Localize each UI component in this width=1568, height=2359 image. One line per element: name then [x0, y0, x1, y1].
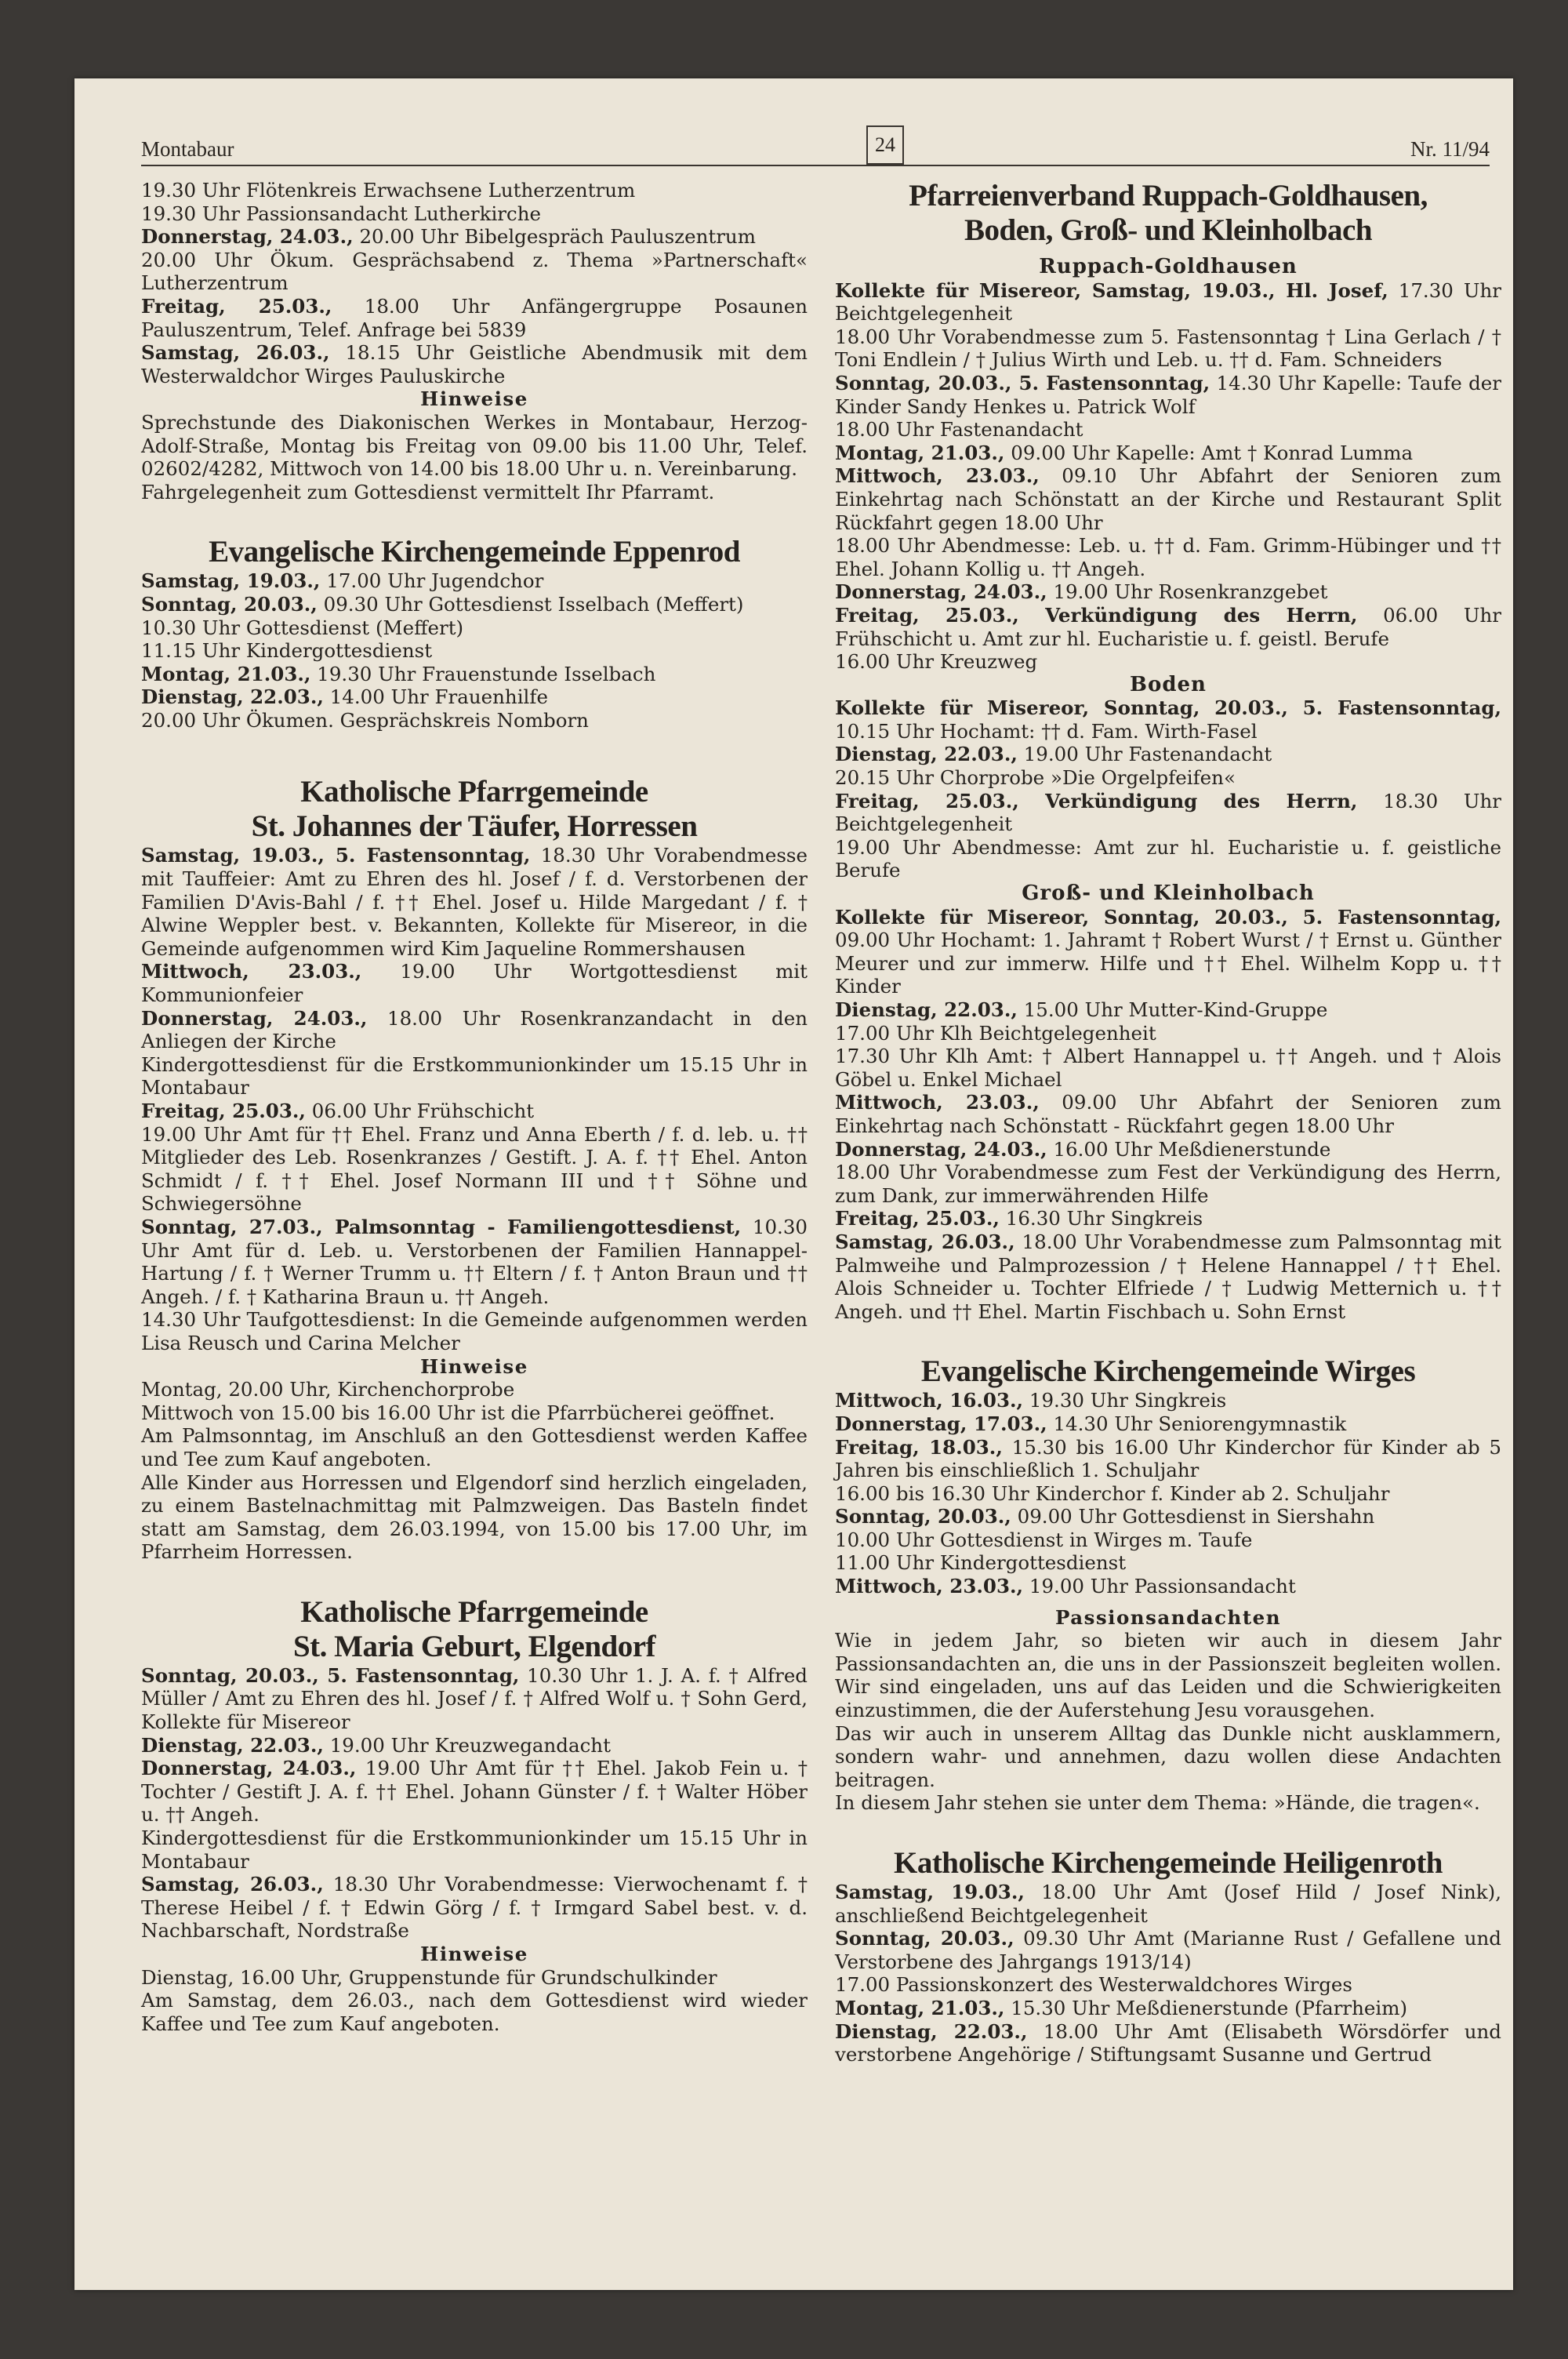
- schedule-entry: Freitag, 25.03., 06.00 Uhr Frühschicht: [141, 1100, 535, 1122]
- schedule-entry: Mittwoch, 23.03., 19.00 Uhr Passionsandacht: [835, 1575, 1296, 1598]
- schedule-entry: 19.30 Uhr Flötenkreis Erwachsene Lutherzentrum: [141, 179, 636, 202]
- schedule-entry: 18.00 Uhr Vorabendmesse zum 5. Fastensonntag † Lina Gerlach / † Toni Endlein / † Julius Wirth und Leb. u. †† d. Fam. Schneiders: [835, 325, 1501, 372]
- schedule-entry: Samstag, 19.03., 17.00 Uhr Jugendchor: [141, 569, 544, 593]
- schedule-entry: Kollekte für Misereor, Sonntag, 20.03., 5. Fastensonntag, 10.15 Uhr Hochamt: †† d. Fam. Wirth-Fasel: [835, 696, 1501, 743]
- section-title: St. Maria Geburt, Elgendorf: [292, 1629, 656, 1663]
- schedule-entry: Freitag, 25.03., 16.30 Uhr Singkreis: [835, 1207, 1203, 1230]
- section-title: Katholische Pfarrgemeinde: [300, 775, 648, 809]
- schedule-entry: Donnerstag, 24.03., 19.00 Uhr Amt für †† Ehel. Jakob Fein u. † Tochter / Gestift J. A. f. †† Ehel. Johann Günster / f. † Walter Höber u. †† Angeh.: [141, 1757, 808, 1826]
- subsection-title: Boden: [1130, 672, 1207, 696]
- note-entry: Dienstag, 16.00 Uhr, Gruppenstunde für Grundschulkinder: [141, 1965, 717, 1989]
- subsection-title: Ruppach-Goldhausen: [1039, 255, 1298, 278]
- schedule-entry: 10.00 Uhr Gottesdienst in Wirges m. Taufe: [835, 1528, 1253, 1551]
- spacer: [835, 1323, 1501, 1354]
- schedule-entry: 16.00 bis 16.30 Uhr Kinderchor f. Kinder ab 2. Schuljahr: [835, 1481, 1390, 1505]
- section-title: St. Johannes der Täufer, Horressen: [251, 809, 698, 844]
- issue-number: Nr. 11/94: [1410, 137, 1490, 161]
- schedule-entry: 20.00 Uhr Ökumen. Gesprächskreis Nomborn: [141, 708, 589, 732]
- schedule-entry: 17.00 Uhr Klh Beichtgelegenheit: [835, 1021, 1156, 1045]
- schedule-entry: 18.00 Uhr Fastenandacht: [835, 418, 1083, 442]
- schedule-entry: Dienstag, 22.03., 15.00 Uhr Mutter-Kind-Gruppe: [835, 998, 1328, 1021]
- schedule-entry: 20.00 Uhr Ökum. Gesprächsabend z. Thema »Partnerschaft« Lutherzentrum: [141, 248, 808, 295]
- schedule-entry: Freitag, 25.03., Verkündigung des Herrn, 18.30 Uhr Beichtgelegenheit: [835, 789, 1501, 836]
- schedule-entry: Mittwoch, 23.03., 09.10 Uhr Abfahrt der Senioren zum Einkehrtag nach Schönstatt an der Kirche und Restaurant Split Rückfahrt gegen 18.00 Uhr: [835, 464, 1502, 534]
- section-title: Boden, Groß- und Kleinholbach: [964, 213, 1373, 247]
- section-title: Katholische Pfarrgemeinde: [300, 1594, 648, 1629]
- schedule-entry: Dienstag, 22.03., 14.00 Uhr Frauenhilfe: [141, 685, 548, 709]
- schedule-entry: Samstag, 19.03., 18.00 Uhr Amt (Josef Hild / Josef Nink), anschließend Beichtgelegenheit: [835, 1881, 1501, 1927]
- schedule-entry: Samstag, 26.03., 18.30 Uhr Vorabendmesse: Vierwochenamt f. † Therese Heibel / f. † Edwin Görg / f. † Irmgard Sabel best. v. d. Nachbarschaft, Nordstraße: [141, 1873, 808, 1943]
- spacer: [835, 1815, 1501, 1846]
- schedule-entry: 17.30 Uhr Klh Amt: † Albert Hannappel u. †† Angeh. und † Alois Göbel u. Enkel Michael: [835, 1045, 1501, 1091]
- spacer: [835, 1598, 1501, 1606]
- schedule-entry: Freitag, 25.03., 18.00 Uhr Anfängergruppe Posaunen Pauluszentrum, Telef. Anfrage bei 5839: [141, 294, 808, 341]
- note-entry: Am Palmsonntag, im Anschluß an den Gottesdienst werden Kaffee und Tee zum Kauf angeboten.: [141, 1424, 808, 1470]
- schedule-entry: Freitag, 25.03., Verkündigung des Herrn, 06.00 Uhr Frühschicht u. Amt zur hl. Eucharistie u. f. geistl. Berufe: [835, 603, 1501, 650]
- schedule-entry: Freitag, 18.03., 15.30 bis 16.00 Uhr Kinderchor für Kinder ab 5 Jahren bis einschließlich 1. Schuljahr: [835, 1435, 1501, 1482]
- schedule-entry: 10.30 Uhr Gottesdienst (Meffert): [141, 616, 464, 639]
- schedule-entry: Samstag, 26.03., 18.00 Uhr Vorabendmesse zum Palmsonntag mit Palmweihe und Palmprozession / † Helene Hannappel / †† Ehel. Alois Schneider u. Tochter Elfriede / † Ludwig Metternich u. †† Angeh. und †† Ehel. Martin Fischbach u. Sohn Ernst: [835, 1230, 1501, 1323]
- schedule-entry: 14.30 Uhr Taufgottesdienst: In die Gemeinde aufgenommen werden Lisa Reusch und Carina Melcher: [141, 1308, 808, 1354]
- schedule-entry: Montag, 21.03., 19.30 Uhr Frauenstunde Isselbach: [141, 662, 656, 685]
- hinweise-heading: Hinweise: [420, 387, 528, 411]
- schedule-entry: Montag, 21.03., 09.00 Uhr Kapelle: Amt † Konrad Lumma: [835, 441, 1414, 464]
- schedule-entry: 11.15 Uhr Kindergottesdienst: [141, 639, 433, 663]
- schedule-entry: 18.00 Uhr Vorabendmesse zum Fest der Verkündigung des Herrn, zum Dank, zur immerwährenden Hilfe: [835, 1161, 1501, 1207]
- spacer: [141, 503, 808, 535]
- schedule-entry: 19.00 Uhr Abendmesse: Amt zur hl. Eucharistie u. f. geistliche Berufe: [835, 835, 1501, 882]
- schedule-entry: Donnerstag, 24.03., 20.00 Uhr Bibelgespräch Pauluszentrum: [141, 225, 756, 249]
- note-entry: In diesem Jahr stehen sie unter dem Thema: »Hände, die tragen«.: [835, 1791, 1480, 1815]
- note-entry: Montag, 20.00 Uhr, Kirchenchorprobe: [141, 1378, 515, 1401]
- schedule-entry: Sonntag, 20.03., 5. Fastensonntag, 14.30 Uhr Kapelle: Taufe der Kinder Sandy Henkes u. Patrick Wolf: [835, 371, 1501, 418]
- schedule-entry: Donnerstag, 24.03., 16.00 Uhr Meßdienerstunde: [835, 1137, 1331, 1161]
- schedule-entry: Kollekte für Misereor, Sonntag, 20.03., 5. Fastensonntag, 09.00 Uhr Hochamt: 1. Jahramt † Robert Wurst / † Ernst u. Günther Meurer und zur immerw. Hilfe und †† Ehel. Wilhelm Kopp u. †† Kinder: [835, 905, 1501, 998]
- schedule-entry: Mittwoch, 23.03., 19.00 Uhr Wortgottesdienst mit Kommunionfeier: [141, 960, 808, 1007]
- spacer: [141, 1564, 808, 1595]
- section-title: Katholische Kirchengemeinde Heiligenroth: [893, 1846, 1443, 1880]
- schedule-entry: 19.30 Uhr Passionsandacht Lutherkirche: [141, 202, 542, 225]
- schedule-entry: Dienstag, 22.03., 19.00 Uhr Kreuzwegandacht: [141, 1733, 611, 1757]
- page-number: 24: [866, 125, 904, 165]
- subsection-title: Groß- und Kleinholbach: [1022, 881, 1315, 906]
- header-town: Montabaur: [141, 137, 234, 161]
- note-entry: Sprechstunde des Diakonischen Werkes in Montabaur, Herzog-Adolf-Straße, Montag bis Freitag von 09.00 bis 11.00 Uhr, Telef. 02602/4282, Mittwoch von 14.00 bis 18.00 Uhr u. n. Vereinbarung.: [141, 410, 808, 481]
- schedule-entry: Dienstag, 22.03., 18.00 Uhr Amt (Elisabeth Wörsdörfer und verstorbene Angehörige / Stiftungsamt Susanne und Gertrud: [835, 2019, 1501, 2066]
- page-header: [141, 125, 1490, 166]
- schedule-entry: Samstag, 26.03., 18.15 Uhr Geistliche Abendmusik mit dem Westerwaldchor Wirges Pauluskirche: [141, 341, 808, 387]
- schedule-entry: 19.00 Uhr Amt für †† Ehel. Franz und Anna Eberth / f. d. leb. u. †† Mitglieder des Leb. Rosenkranzes / Gestift. J. A. f. †† Ehel. Anton Schmidt / f. †† Ehel. Josef Normann III und †† Söhne und Schwiegersöhne: [141, 1122, 808, 1216]
- schedule-entry: 11.00 Uhr Kindergottesdienst: [835, 1551, 1127, 1575]
- newspaper-page: [74, 78, 1513, 2290]
- schedule-entry: Sonntag, 20.03., 09.30 Uhr Amt (Marianne Rust / Gefallene und Verstorbene des Jahrgangs 1913/14): [835, 1927, 1501, 1973]
- note-entry: Mittwoch von 15.00 bis 16.00 Uhr ist die Pfarrbücherei geöffnet.: [141, 1401, 775, 1424]
- schedule-entry: Mittwoch, 16.03., 19.30 Uhr Singkreis: [835, 1389, 1227, 1412]
- schedule-entry: Samstag, 19.03., 5. Fastensonntag, 18.30 Uhr Vorabendmesse mit Tauffeier: Amt zu Ehren des hl. Josef / f. d. Verstorbenen der Familien D'Avis-Bahl / f. †† Ehel. Josef u. Hilde Margedant / f. † Alwine Weppler best. v. Bekannten, Kollekte für Misereor, in die Gemeinde aufgenommen wird Kim Jaqueline Rommershausen: [141, 844, 808, 960]
- schedule-entry: Dienstag, 22.03., 19.00 Uhr Fastenandacht: [835, 743, 1272, 766]
- subsection-title: Passionsandachten: [1054, 1605, 1282, 1629]
- schedule-entry: Donnerstag, 24.03., 19.00 Uhr Rosenkranzgebet: [835, 580, 1328, 604]
- schedule-entry: 20.15 Uhr Chorprobe »Die Orgelpfeifen«: [835, 766, 1236, 790]
- schedule-entry: Kindergottesdienst für die Erstkommunionkinder um 15.15 Uhr in Montabaur: [141, 1052, 808, 1100]
- schedule-entry: Sonntag, 20.03., 09.30 Uhr Gottesdienst Isselbach (Meffert): [141, 592, 744, 616]
- note-entry: Das wir auch in unserem Alltag das Dunkle nicht ausklammern, sondern wahr- und annehmen, dazu wollen diese Andachten beitragen.: [835, 1721, 1501, 1791]
- note-entry: Alle Kinder aus Horressen und Elgendorf sind herzlich eingeladen, zu einem Bastelnachmittag mit Palmzweigen. Das Basteln findet statt am Samstag, dem 26.03.1994, von 15.00 bis 17.00 Uhr, im Pfarrheim Horressen.: [141, 1470, 808, 1564]
- hinweise-heading: Hinweise: [420, 1354, 528, 1378]
- section-title: Evangelische Kirchengemeinde Wirges: [920, 1354, 1416, 1389]
- note-entry: Fahrgelegenheit zum Gottesdienst vermittelt Ihr Pfarramt.: [141, 480, 715, 503]
- schedule-entry: Montag, 21.03., 15.30 Uhr Meßdienerstunde (Pfarrheim): [835, 1996, 1408, 2019]
- schedule-entry: Donnerstag, 24.03., 18.00 Uhr Rosenkranzandacht in den Anliegen der Kirche: [141, 1006, 808, 1053]
- spacer: [141, 732, 808, 775]
- section-title: Evangelische Kirchengemeinde Eppenrod: [209, 535, 740, 569]
- note-entry: Wie in jedem Jahr, so bieten wir auch in diesem Jahr Passionsandachten an, die uns in der Passionszeit begleiten wollen. Wir sind eingeladen, uns auf das Leiden und die Schwierigkeiten einzustimmen, die der Auferstehung Jesu vorausgehen.: [835, 1629, 1501, 1722]
- schedule-entry: Mittwoch, 23.03., 09.00 Uhr Abfahrt der Senioren zum Einkehrtag nach Schönstatt - Rückfahrt gegen 18.00 Uhr: [835, 1091, 1502, 1137]
- schedule-entry: 18.00 Uhr Abendmesse: Leb. u. †† d. Fam. Grimm-Hübinger und †† Ehel. Johann Kollig u. †† Angeh.: [835, 534, 1501, 580]
- note-entry: Am Samstag, dem 26.03., nach dem Gottesdienst wird wieder Kaffee und Tee zum Kauf angeboten.: [141, 1989, 808, 2035]
- schedule-entry: Kollekte für Misereor, Samstag, 19.03., Hl. Josef, 17.30 Uhr Beichtgelegenheit: [835, 278, 1501, 325]
- hinweise-heading: Hinweise: [420, 1943, 528, 1965]
- schedule-entry: Sonntag, 20.03., 09.00 Uhr Gottesdienst in Siershahn: [835, 1505, 1375, 1528]
- schedule-entry: Sonntag, 27.03., Palmsonntag - Familiengottesdienst, 10.30 Uhr Amt für d. Leb. u. Verstorbenen der Familien Hannappel-Hartung / f. † Werner Trumm u. †† Eltern / f. † Anton Braun und †† Angeh. / f. † Katharina Braun u. †† Angeh.: [141, 1215, 808, 1308]
- schedule-entry: Sonntag, 20.03., 5. Fastensonntag, 10.30 Uhr 1. J. A. f. † Alfred Müller / Amt zu Ehren des hl. Josef / f. † Alfred Wolf u. † Sohn Gerd, Kollekte für Misereor: [141, 1663, 808, 1734]
- schedule-entry: 17.00 Passionskonzert des Westerwaldchores Wirges: [835, 1973, 1352, 1997]
- section-title: Pfarreienverband Ruppach-Goldhausen,: [909, 179, 1428, 213]
- schedule-entry: Kindergottesdienst für die Erstkommunionkinder um 15.15 Uhr in Montabaur: [141, 1826, 808, 1873]
- schedule-entry: Donnerstag, 17.03., 14.30 Uhr Seniorengymnastik: [835, 1412, 1347, 1435]
- schedule-entry: 16.00 Uhr Kreuzweg: [835, 650, 1038, 674]
- left-column: [141, 179, 808, 2035]
- right-column: [835, 179, 1501, 2066]
